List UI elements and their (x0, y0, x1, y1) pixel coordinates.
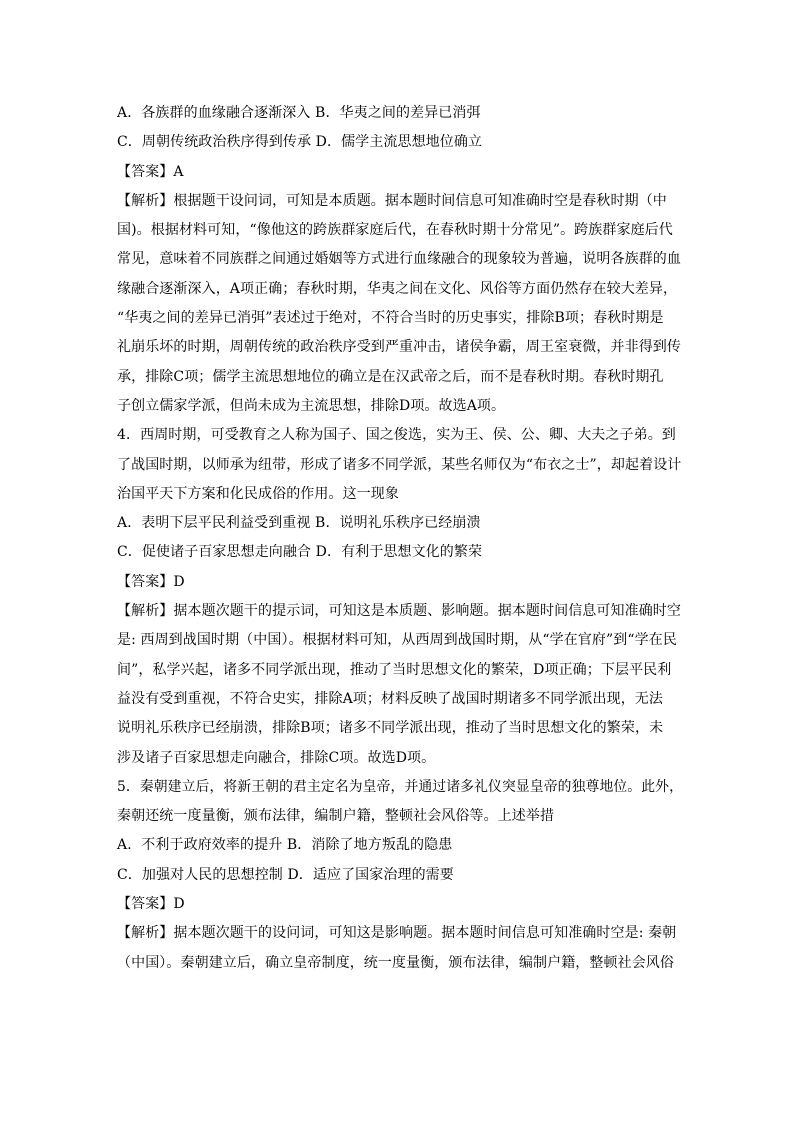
q4-analysis-line-3: 间”，私学兴起，诸多不同学派出现，推动了当时思想文化的繁荣，D项正确；下层平民利 (117, 661, 672, 678)
document-body (117, 99, 683, 978)
q3-option-cd: C．周朝传统政治秩序得到传承 D．儒学主流思想地位确立 (117, 134, 483, 151)
q4-analysis-line-5: 说明礼乐秩序已经崩溃，排除B项；诸多不同学派出现，推动了当时思想文化的繁荣，未 (117, 720, 664, 737)
q5-stem-line-2: 秦朝还统一度量衡，颁布法律，编制户籍，整顿社会风俗等。上述举措 (117, 808, 555, 825)
q5-stem-line-1: 5．秦朝建立后，将新王朝的君主定名为皇帝，并通过诸多礼仪突显皇帝的独尊地位。此外， (117, 778, 684, 795)
q5-option-cd: C．加强对人民的思想控制 D．适应了国家治理的需要 (117, 866, 454, 883)
q3-analysis-line-8: 子创立儒家学派，但尚未成为主流思想，排除D项。故选A项。 (117, 397, 506, 414)
q3-analysis-line-7: 承，排除C项；儒学主流思想地位的确立是在汉武帝之后，而不是春秋时期。春秋时期孔 (117, 368, 664, 385)
q3-answer: 【答案】A (117, 163, 184, 180)
q4-stem-line-1: 4．西周时期，可受教育之人称为国子、国之俊选，实为王、侯、公、卿、大夫之子弟。到 (117, 427, 676, 444)
q4-analysis-line-2: 是: 西周到战国时期（中国）。根据材料可知，从西周到战国时期，从“学在官府”到“学在民 (117, 632, 677, 649)
q3-analysis-line-6: 礼崩乐坏的时期，周朝传统的政治秩序受到严重冲击，诸侯争霸，周王室衰微，并非得到传 (117, 339, 681, 356)
q4-answer: 【答案】D (117, 573, 185, 590)
q4-analysis-line-6: 涉及诸子百家思想走向融合，排除C项。故选D项。 (117, 749, 436, 766)
q3-analysis-line-5: “华夷之间的差异已消弭”表述过于绝对，不符合当时的历史事实，排除B项；春秋时期是 (117, 310, 664, 327)
q5-analysis-line-2: （中国）。秦朝建立后，确立皇帝制度，统一度量衡，颁布法律，编制户籍，整顿社会风俗 (117, 954, 674, 971)
q3-analysis-line-1: 【解析】根据题干设问词，可知是本质题。据本题时间信息可知准确时空是春秋时期（中 (117, 192, 667, 209)
q4-analysis-line-1: 【解析】据本题次题干的提示词，可知这是本质题、影响题。据本题时间信息可知准确时空 (117, 603, 681, 620)
q5-answer: 【答案】D (117, 896, 185, 913)
q4-analysis-line-4: 益没有受到重视，不符合史实，排除A项；材料反映了战国时期诸多不同学派出现，无法 (117, 690, 664, 707)
q3-analysis-line-3: 常见，意味着不同族群之间通过婚姻等方式进行血缘融合的现象较为普遍，说明各族群的血 (117, 251, 681, 268)
q3-option-ab: A．各族群的血缘融合逐渐深入 B．华夷之间的差异已消弭 (117, 105, 481, 121)
q5-option-ab: A．不利于政府效率的提升 B．消除了地方叛乱的隐患 (117, 837, 453, 854)
q5-analysis-line-1: 【解析】据本题次题干的设问词，可知这是影响题。据本题时间信息可知准确时空是: 秦朝 (117, 925, 677, 942)
q3-analysis-line-4: 缘融合逐渐深入，A项正确；春秋时期，华夷之间在文化、风俗等方面仍然存在较大差异， (117, 280, 678, 297)
q3-analysis-line-2: 国)。根据材料可知，“像他这的跨族群家庭后代，在春秋时期十分常见”。跨族群家庭后代 (117, 222, 673, 239)
q4-option-ab: A．表明下层平民利益受到重视 B．说明礼乐秩序已经崩溃 (117, 515, 481, 532)
q4-stem-line-2: 了战国时期，以师承为纽带，形成了诸多不同学派，某些名师仅为“布衣之士”，却起着设计 (117, 456, 682, 473)
q4-option-cd: C．促使诸子百家思想走向融合 D．有利于思想文化的繁荣 (117, 544, 483, 561)
q4-stem-line-3: 治国平天下方案和化民成俗的作用。这一现象 (117, 485, 399, 502)
